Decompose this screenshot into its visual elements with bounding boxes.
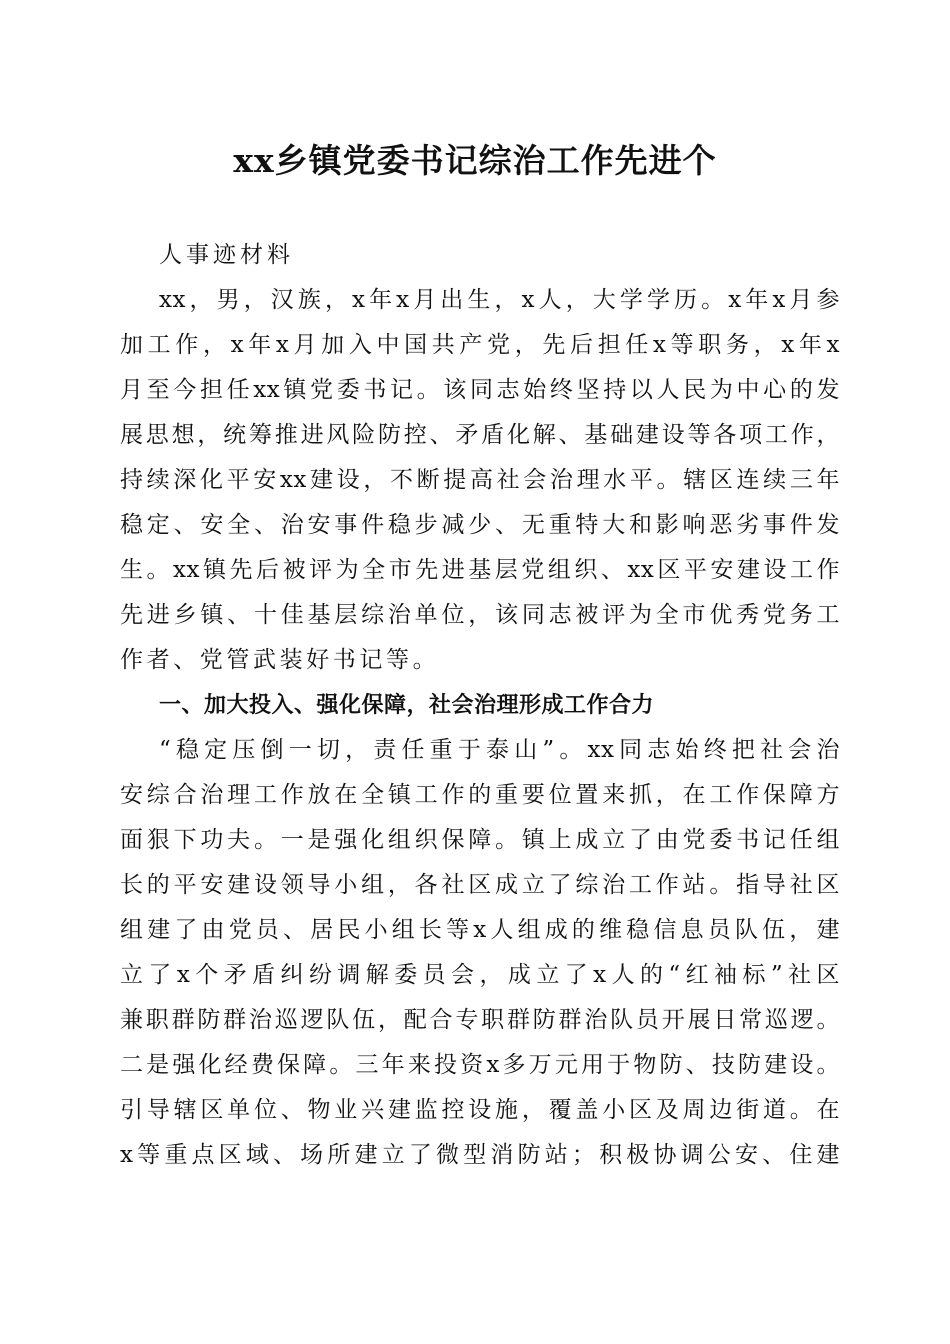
paragraph-line: 月至今担任xx镇党委书记。该同志始终坚持以人民为中心的发 bbox=[120, 377, 840, 403]
paragraph-line: 加工作，x年x月加入中国共产党，先后担任x等职务，x年x bbox=[120, 332, 840, 358]
paragraph-line: x等重点区域、场所建立了微型消防站；积极协调公安、住建 bbox=[120, 1142, 840, 1168]
section-heading: 一、加大投入、强化保障，社会治理形成工作合力 bbox=[159, 693, 655, 718]
paragraph-line: 二是强化经费保障。三年来投资x多万元用于物防、技防建设。 bbox=[120, 1052, 840, 1078]
paragraph-line: 面狠下功夫。一是强化组织保障。镇上成立了由党委书记任组 bbox=[120, 827, 840, 853]
paragraph-line: 稳定、安全、治安事件稳步减少、无重特大和影响恶劣事件发 bbox=[120, 512, 840, 538]
document-title: xx乡镇党委书记综治工作先进个 bbox=[233, 141, 717, 180]
paragraph-line: 持续深化平安xx建设，不断提高社会治理水平。辖区连续三年 bbox=[120, 467, 840, 493]
paragraph-line: 展思想，统筹推进风险防控、矛盾化解、基础建设等各项工作， bbox=[120, 422, 840, 448]
paragraph-line: 生。xx镇先后被评为全市先进基层党组织、xx区平安建设工作 bbox=[120, 557, 840, 583]
paragraph-line: 安综合治理工作放在全镇工作的重要位置来抓，在工作保障方 bbox=[120, 782, 840, 808]
title-continuation: 人事迹材料 bbox=[159, 242, 294, 268]
paragraph-line: “稳定压倒一切，责任重于泰山”。xx同志始终把社会治 bbox=[159, 737, 840, 763]
document-body bbox=[120, 233, 840, 1178]
paragraph-line: 先进乡镇、十佳基层综治单位，该同志被评为全市优秀党务工 bbox=[120, 602, 840, 628]
paragraph-line: 兼职群防群治巡逻队伍，配合专职群防群治队员开展日常巡逻。 bbox=[120, 1007, 840, 1033]
paragraph-line: 长的平安建设领导小组，各社区成立了综治工作站。指导社区 bbox=[120, 872, 840, 898]
paragraph-line: xx，男，汉族，x年x月出生，x人，大学学历。x年x月参 bbox=[159, 287, 840, 313]
paragraph-line: 立了x个矛盾纠纷调解委员会，成立了x人的“红袖标”社区 bbox=[120, 962, 840, 988]
paragraph-line: 引导辖区单位、物业兴建监控设施，覆盖小区及周边街道。在 bbox=[120, 1097, 840, 1123]
paragraph-line: 组建了由党员、居民小组长等x人组成的维稳信息员队伍，建 bbox=[120, 917, 840, 943]
paragraph-line: 作者、党管武装好书记等。 bbox=[120, 647, 440, 673]
